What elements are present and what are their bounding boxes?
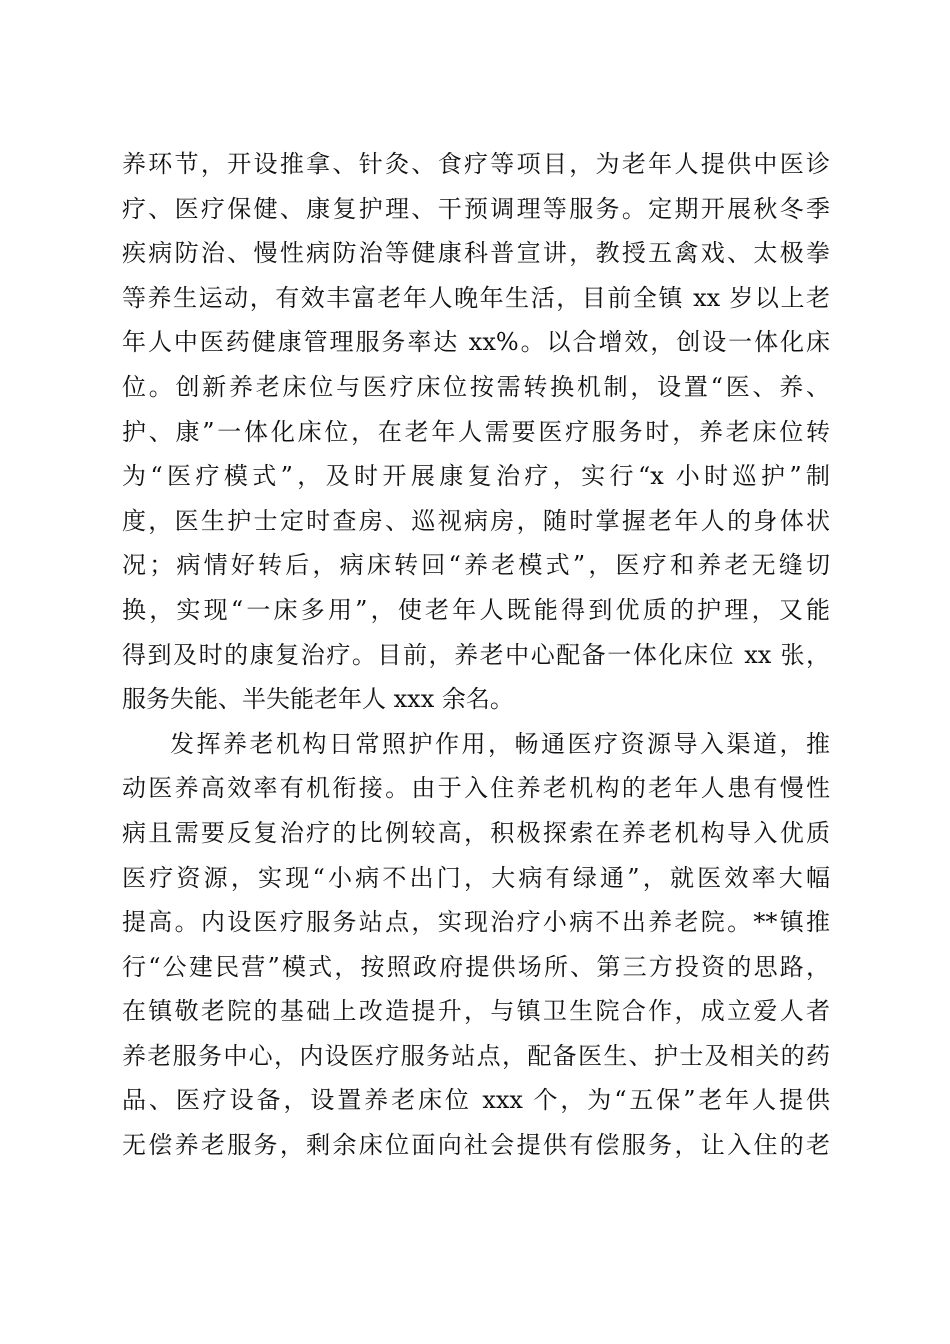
text-line: 疗、医疗保健、康复护理、干预调理等服务。定期开展秋冬季 (122, 194, 830, 223)
text-line: 位。创新养老床位与医疗床位按需转换机制，设置“医、养、 (122, 372, 830, 401)
text-line: 行“公建民营”模式，按照政府提供场所、第三方投资的思路， (122, 952, 830, 981)
body-text (122, 142, 830, 1168)
text-line: 为“医疗模式”，及时开展康复治疗，实行“x 小时巡护”制 (122, 462, 830, 491)
text-line: 品、医疗设备，设置养老床位 xxx 个，为“五保”老年人提供 (122, 1086, 830, 1115)
text-line: 无偿养老服务，剩余床位面向社会提供有偿服务，让入住的老 (122, 1131, 830, 1160)
text-line: 养老服务中心，内设医疗服务站点，配备医生、护士及相关的药 (122, 1041, 830, 1070)
text-line: 换，实现“一床多用”，使老年人既能得到优质的护理，又能 (122, 595, 830, 624)
text-line: 等养生运动，有效丰富老年人晚年生活，目前全镇 xx 岁以上老 (122, 283, 830, 312)
text-line: 度，医生护士定时查房、巡视病房，随时掌握老年人的身体状 (122, 506, 830, 535)
text-line: 年人中医药健康管理服务率达 xx%。以合增效，创设一体化床 (122, 328, 830, 357)
text-line: 护、康”一体化床位，在老年人需要医疗服务时，养老床位转 (122, 417, 830, 446)
text-line: 养环节，开设推拿、针灸、食疗等项目，为老年人提供中医诊 (122, 150, 830, 178)
text-line: 提高。内设医疗服务站点，实现治疗小病不出养老院。**镇推 (122, 908, 830, 937)
paragraph-2 (122, 722, 830, 1168)
text-line: 得到及时的康复治疗。目前，养老中心配备一体化床位 xx 张， (122, 640, 830, 669)
text-line: 况；病情好转后，病床转回“养老模式”，医疗和养老无缝切 (122, 551, 830, 580)
text-line: 医疗资源，实现“小病不出门，大病有绿通”，就医效率大幅 (122, 863, 830, 892)
text-line: 服务失能、半失能老年人 xxx 余名。 (122, 685, 514, 714)
text-line: 在镇敬老院的基础上改造提升，与镇卫生院合作，成立爱人者 (122, 997, 830, 1026)
text-line: 疾病防治、慢性病防治等健康科普宣讲，教授五禽戏、太极拳 (122, 239, 830, 268)
paragraph-1 (122, 142, 830, 722)
text-line: 发挥养老机构日常照护作用，畅通医疗资源导入渠道，推 (170, 729, 830, 758)
text-line: 动医养高效率有机衔接。由于入住养老机构的老年人患有慢性 (122, 774, 830, 803)
text-line: 病且需要反复治疗的比例较高，积极探索在养老机构导入优质 (122, 818, 830, 847)
